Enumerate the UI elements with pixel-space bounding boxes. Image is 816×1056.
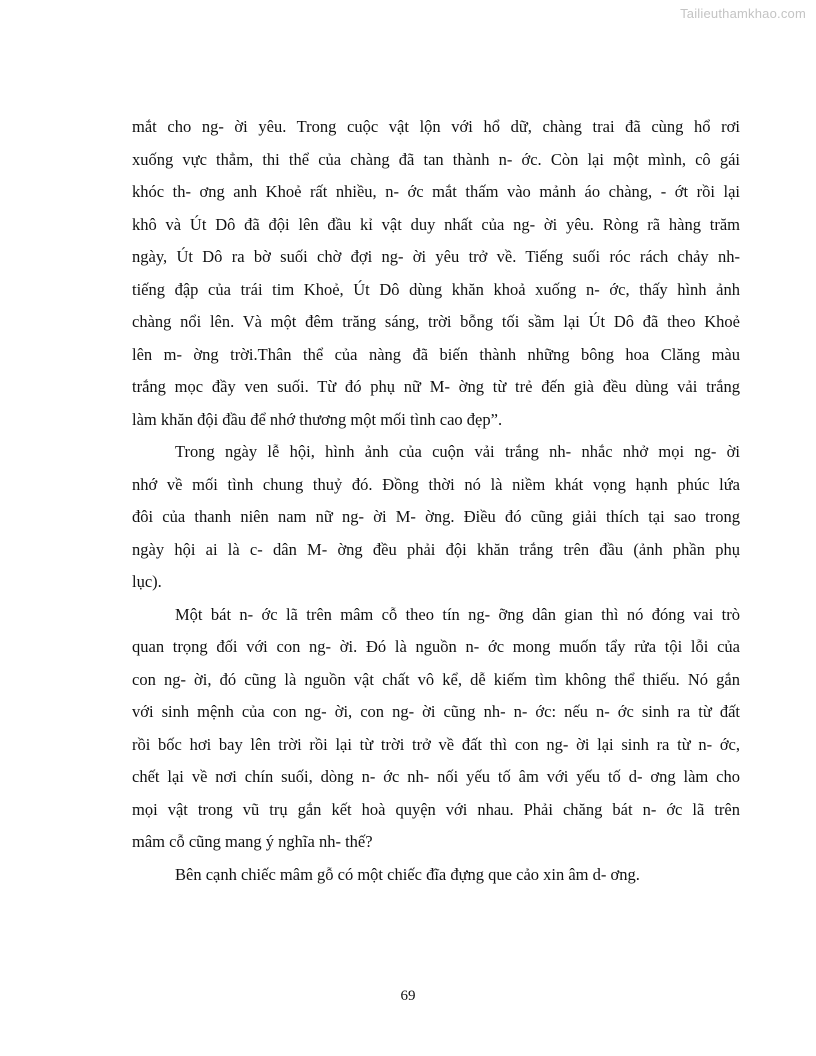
document-body bbox=[132, 111, 740, 891]
text-line: Một bát n- ớc lã trên mâm cỗ theo tín ng- ỡng dân gian thì nó đóng vai trò bbox=[175, 604, 740, 624]
paragraph bbox=[132, 436, 740, 599]
text-line: tiếng đập của trái tim Khoẻ, Út Dô dùng khăn khoả xuống n- ớc, thấy hình ảnh bbox=[132, 279, 740, 299]
text-line: mắt cho ng- ời yêu. Trong cuộc vật lộn với hổ dữ, chàng trai đã cùng hổ rơi bbox=[132, 117, 740, 136]
text-line: xuống vực thẳm, thi thể của chàng đã tan thành n- ớc. Còn lại một mình, cô gái bbox=[132, 149, 740, 169]
text-line: Trong ngày lễ hội, hình ảnh của cuộn vải trắng nh- nhắc nhở mọi ng- ời bbox=[175, 442, 740, 461]
text-line: mọi vật trong vũ trụ gắn kết hoà quyện với nhau. Phải chăng bát n- ớc lã trên bbox=[132, 799, 740, 819]
text-line: khóc th- ơng anh Khoẻ rất nhiều, n- ớc mắt thấm vào mảnh áo chàng, - ớt rồi lại bbox=[132, 182, 740, 201]
text-line: ngày, Út Dô ra bờ suối chờ đợi ng- ời yêu trở về. Tiếng suối róc rách chảy nh- bbox=[132, 247, 740, 266]
text-line: chết lại về nơi chín suối, dòng n- ớc nh- nối yếu tố âm với yếu tố d- ơng làm cho bbox=[132, 767, 740, 786]
text-line: Bên cạnh chiếc mâm gỗ có một chiếc đĩa đựng que cảo xin âm d- ơng. bbox=[175, 864, 640, 884]
text-line: chàng nổi lên. Và một đêm trăng sáng, trời bỗng tối sầm lại Út Dô đã theo Khoẻ bbox=[132, 312, 740, 331]
paragraph bbox=[132, 859, 740, 892]
text-line: nhớ về mối tình chung thuỷ đó. Đồng thời nó là niềm khát vọng hạnh phúc lứa bbox=[132, 474, 740, 494]
paragraph bbox=[132, 599, 740, 859]
text-line: rồi bốc hơi bay lên trời rồi lại từ trời trở về đất thì con ng- ời lại sinh ra từ n- ớc, bbox=[132, 734, 740, 754]
text-line: đôi của thanh niên nam nữ ng- ời M- ờng. Điều đó cũng giải thích tại sao trong bbox=[132, 507, 740, 526]
text-line: ngày hội ai là c- dân M- ờng đều phải đội khăn trắng trên đầu (ảnh phần phụ bbox=[132, 539, 740, 559]
text-line: mâm cỗ cũng mang ý nghĩa nh- thế? bbox=[132, 832, 373, 851]
paragraph bbox=[132, 111, 740, 436]
text-line: quan trọng đối với con ng- ời. Đó là nguồn n- ớc mong muốn tẩy rửa tội lỗi của bbox=[132, 637, 740, 656]
text-line: lục). bbox=[132, 572, 162, 591]
text-line: với sinh mệnh của con ng- ời, con ng- ời cũng nh- n- ớc: nếu n- ớc sinh ra từ đất bbox=[132, 702, 740, 721]
text-line: làm khăn đội đầu để nhớ thương một mối tình cao đẹp”. bbox=[132, 409, 503, 429]
text-line: lên m- ờng trời.Thân thể của nàng đã biến thành những bông hoa Clăng màu bbox=[132, 344, 740, 364]
text-line: khô và Út Dô đã đội lên đầu kỉ vật duy nhất của ng- ời yêu. Ròng rã hàng trăm bbox=[132, 214, 740, 234]
text-line: trắng mọc đầy ven suối. Từ đó phụ nữ M- ờng từ trẻ đến già đều dùng vải trắng bbox=[132, 377, 740, 396]
page-number: 69 bbox=[400, 988, 416, 1004]
watermark-text: Tailieuthamkhao.com bbox=[680, 6, 806, 21]
text-line: con ng- ời, đó cũng là nguồn vật chất vô kể, dễ kiếm tìm không thể thiếu. Nó gắn bbox=[132, 669, 740, 689]
